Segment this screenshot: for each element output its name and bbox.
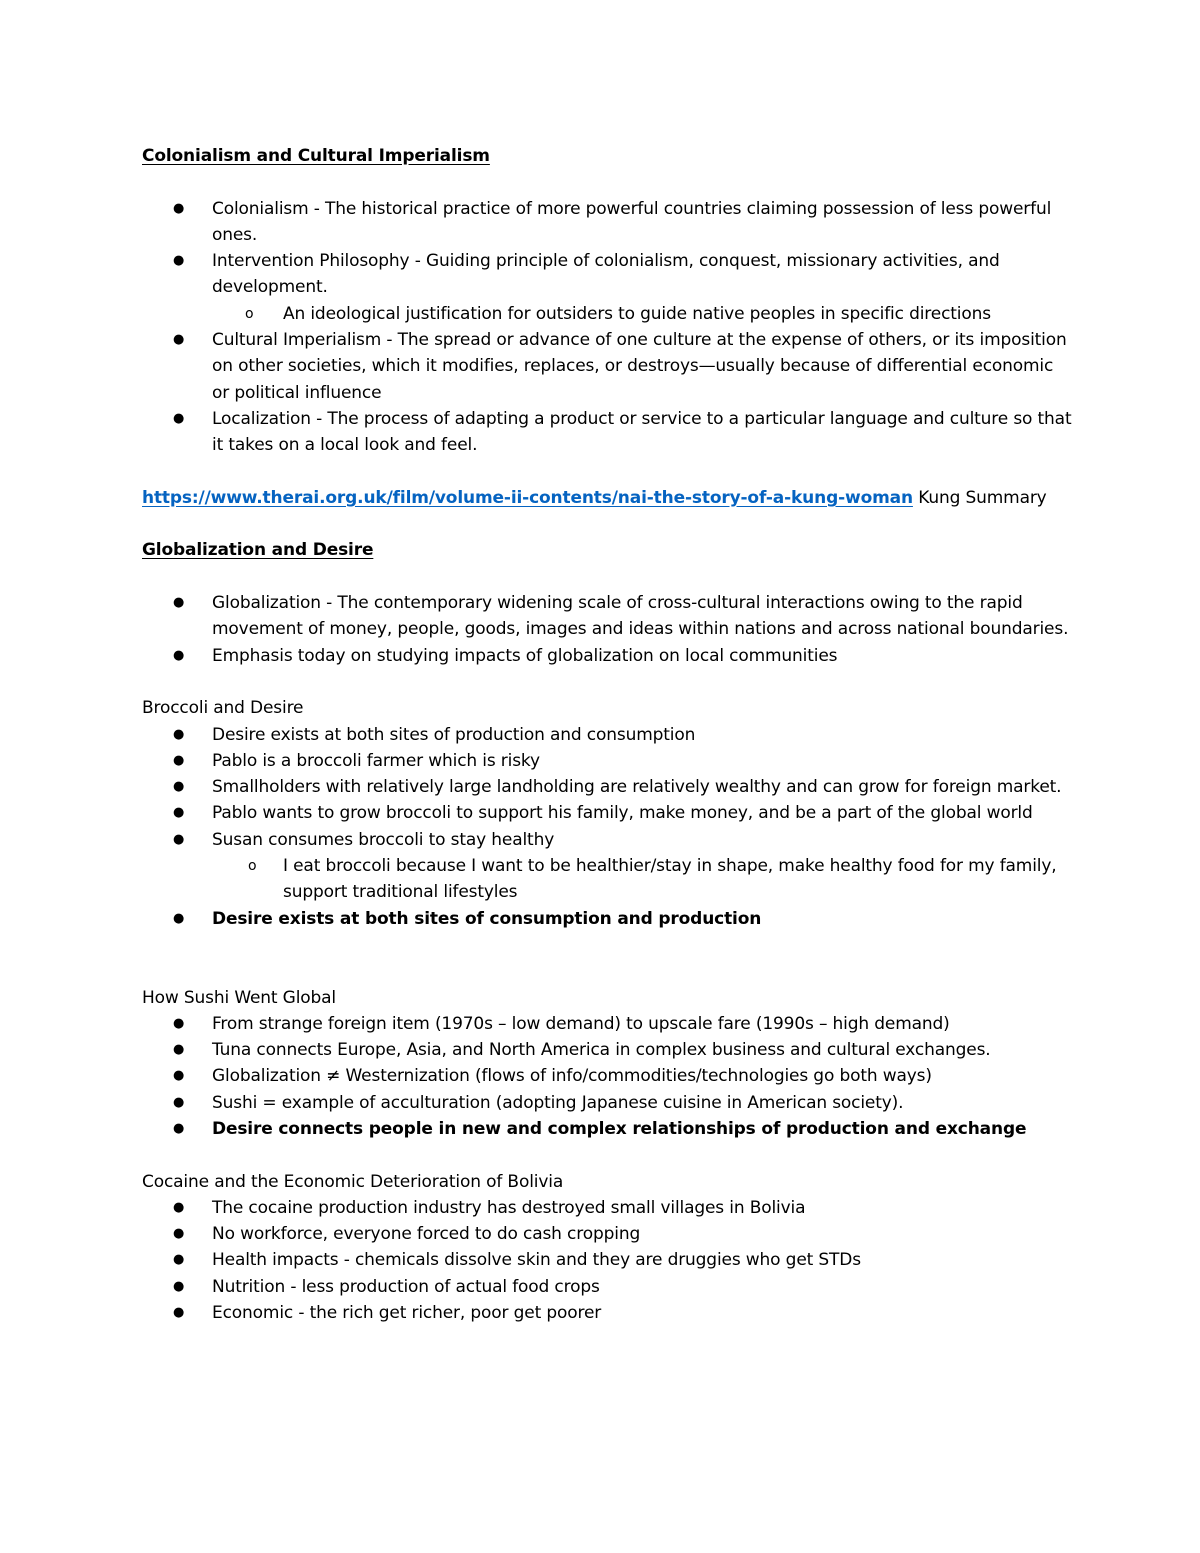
document-page — [142, 143, 1072, 1326]
sub-list-item — [142, 853, 1072, 906]
list-item-text: No workforce, everyone forced to do cash cropping — [212, 1224, 641, 1245]
bullet-icon: ● — [173, 910, 185, 926]
bullet-icon: ● — [173, 805, 185, 821]
list-item-text: Desire connects people in new and complex relationships of production and exchange — [212, 1118, 1027, 1139]
section-heading-broccoli: Broccoli and Desire — [142, 698, 304, 719]
list-item — [142, 1274, 1072, 1300]
list-item — [142, 1247, 1072, 1273]
bullet-icon: ● — [173, 1015, 185, 1031]
spacer — [142, 511, 1072, 537]
list-item — [142, 643, 1072, 669]
section-heading-cocaine: Cocaine and the Economic Deterioration of Bolivia — [142, 1171, 564, 1192]
spacer — [142, 932, 1072, 958]
list-broccoli — [142, 722, 1072, 853]
list-item — [142, 1300, 1072, 1326]
list-item — [142, 722, 1072, 748]
list-item-text: Cultural Imperialism - The spread or advance of one culture at the expense of others, or its imposition on other societies, which it modifies, replaces, or destroys—usually because of differential economic or political influence — [212, 330, 1067, 403]
kung-film-link[interactable]: https://www.therai.org.uk/film/volume-ii-contents/nai-the-story-of-a-kung-woman — [142, 487, 913, 508]
bullet-icon: ● — [173, 647, 185, 663]
list-item — [142, 248, 1072, 301]
list-item — [142, 406, 1072, 459]
sub-bullet-icon: o — [245, 305, 254, 322]
list-globalization — [142, 590, 1072, 669]
list-item-text: Pablo wants to grow broccoli to support his family, make money, and be a part of the global world — [212, 803, 1033, 824]
list-item — [142, 1221, 1072, 1247]
bullet-icon: ● — [173, 1042, 185, 1058]
spacer — [142, 564, 1072, 590]
list-item-text: Tuna connects Europe, Asia, and North America in complex business and cultural exchanges. — [212, 1040, 991, 1061]
list-item — [142, 774, 1072, 800]
sub-list-item-text: An ideological justification for outsiders to guide native peoples in specific directions — [283, 303, 991, 324]
list-item-text: From strange foreign item (1970s – low demand) to upscale fare (1990s – high demand) — [212, 1013, 950, 1034]
link-line — [142, 485, 1072, 511]
list-item — [142, 906, 1072, 932]
sub-bullet-icon: o — [248, 858, 257, 875]
sub-list-item-text: I eat broccoli because I want to be healthier/stay in shape, make healthy food for my family, support traditional lifestyles — [283, 856, 1057, 903]
list-item — [142, 1063, 1072, 1089]
list-item-text: Pablo is a broccoli farmer which is risky — [212, 750, 540, 771]
list-item — [142, 748, 1072, 774]
list-item-text: Sushi = example of acculturation (adopting Japanese cuisine in American society). — [212, 1092, 904, 1113]
list-item-text: The cocaine production industry has destroyed small villages in Bolivia — [212, 1197, 806, 1218]
spacer — [142, 1142, 1072, 1168]
list-item-text: Globalization - The contemporary widening scale of cross-cultural interactions owing to the rapid movement of money, people, goods, images and ideas within nations and across national boundaries. — [212, 593, 1069, 640]
list-item-text: Emphasis today on studying impacts of globalization on local communities — [212, 645, 838, 666]
list-item-text: Health impacts - chemicals dissolve skin and they are druggies who get STDs — [212, 1250, 861, 1271]
bullet-icon: ● — [173, 200, 185, 216]
bullet-icon: ● — [173, 1252, 185, 1268]
list-cocaine — [142, 1195, 1072, 1326]
spacer — [142, 669, 1072, 695]
bullet-icon: ● — [173, 1120, 185, 1136]
spacer — [142, 169, 1072, 195]
list-item — [142, 800, 1072, 826]
section-heading-sushi: How Sushi Went Global — [142, 987, 337, 1008]
spacer — [142, 958, 1072, 984]
list-colonialism — [142, 196, 1072, 301]
bullet-icon: ● — [173, 410, 185, 426]
list-broccoli-continued — [142, 906, 1072, 932]
list-item — [142, 1090, 1072, 1116]
spacer — [142, 459, 1072, 485]
bullet-icon: ● — [173, 779, 185, 795]
bullet-icon: ● — [173, 253, 185, 269]
list-item — [142, 1195, 1072, 1221]
list-item-text: Smallholders with relatively large landholding are relatively wealthy and can grow for foreign market. — [212, 777, 1062, 798]
link-suffix: Kung Summary — [912, 487, 1047, 508]
list-item-text: Susan consumes broccoli to stay healthy — [212, 829, 555, 850]
list-item-text: Nutrition - less production of actual food crops — [212, 1276, 600, 1297]
sub-list-item — [142, 301, 1002, 327]
list-item — [142, 327, 1072, 406]
bullet-icon: ● — [173, 595, 185, 611]
bullet-icon: ● — [173, 752, 185, 768]
list-item-text: Desire exists at both sites of production and consumption — [212, 724, 696, 745]
list-item — [142, 590, 1072, 643]
list-item-text: Localization - The process of adapting a product or service to a particular language and culture so that it takes on a local look and feel. — [212, 408, 1072, 456]
sublist-intervention — [142, 301, 1072, 327]
list-item-text: Intervention Philosophy - Guiding principle of colonialism, conquest, missionary activities, and development. — [212, 251, 1000, 298]
sublist-susan — [142, 853, 1072, 906]
bullet-icon: ● — [173, 332, 185, 348]
bullet-icon: ● — [173, 726, 185, 742]
section-heading-globalization: Globalization and Desire — [142, 540, 374, 561]
list-item-text: Colonialism - The historical practice of more powerful countries claiming possession of less powerful ones. — [212, 198, 1052, 245]
bullet-icon: ● — [173, 1199, 185, 1215]
list-item-text: Desire exists at both sites of consumption and production — [212, 908, 762, 929]
bullet-icon: ● — [173, 1068, 185, 1084]
list-item — [142, 827, 1072, 853]
list-item — [142, 1116, 1072, 1142]
bullet-icon: ● — [173, 1305, 185, 1321]
list-item — [142, 1037, 1072, 1063]
bullet-icon: ● — [173, 1278, 185, 1294]
bullet-icon: ● — [173, 1094, 185, 1110]
list-sushi — [142, 1011, 1072, 1142]
list-item-text: Economic - the rich get richer, poor get poorer — [212, 1303, 602, 1324]
bullet-icon: ● — [173, 1226, 185, 1242]
list-colonialism-continued — [142, 327, 1072, 458]
list-item-text: Globalization ≠ Westernization (flows of info/commodities/technologies go both ways) — [212, 1066, 932, 1087]
list-item — [142, 1011, 1072, 1037]
section-heading-colonialism: Colonialism and Cultural Imperialism — [142, 146, 490, 166]
list-item — [142, 196, 1072, 249]
bullet-icon: ● — [173, 831, 185, 847]
